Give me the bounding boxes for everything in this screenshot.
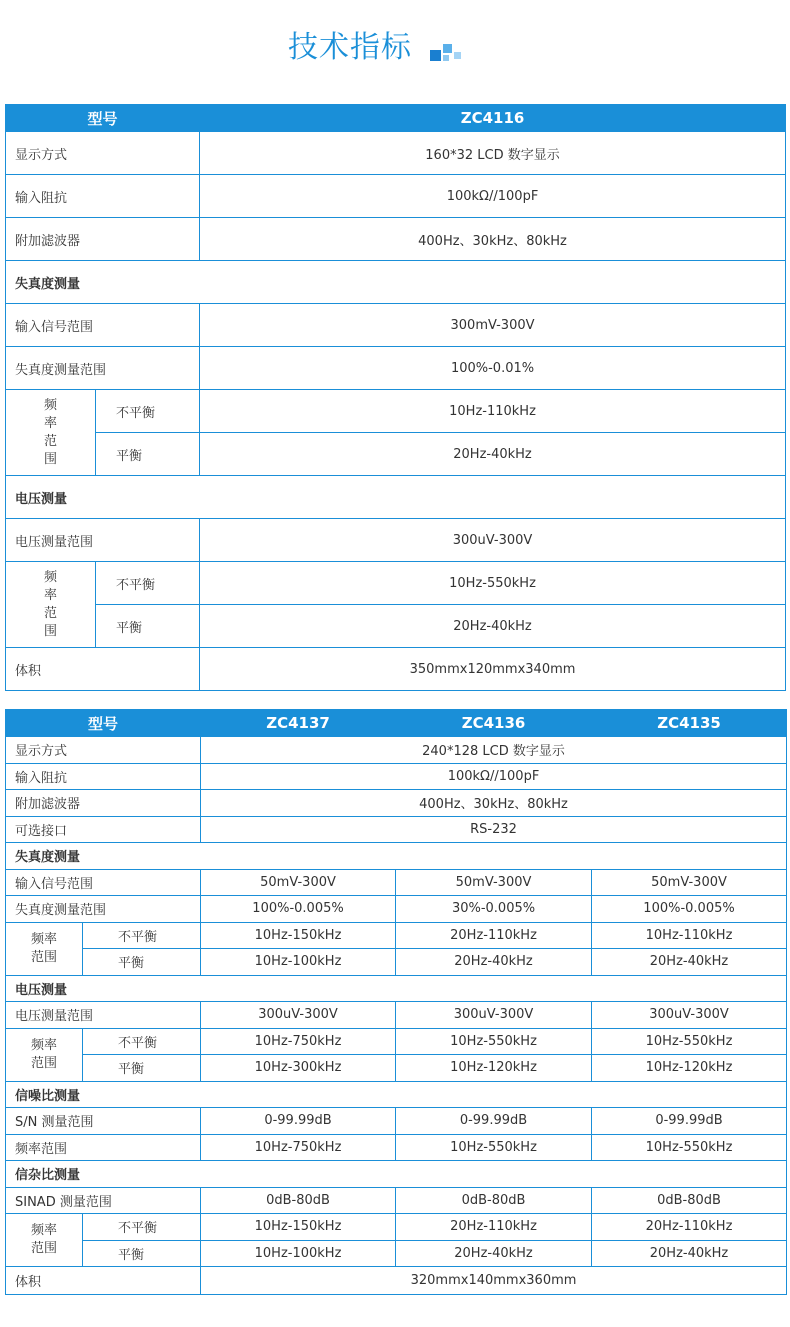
row-value: 10Hz-750kHz — [201, 1134, 396, 1161]
row-label: 电压测量范围 — [6, 519, 200, 562]
row-value: 10Hz-750kHz — [201, 1028, 396, 1055]
row-value: 10Hz-550kHz — [200, 562, 786, 605]
sub-label: 不平衡 — [96, 562, 200, 605]
table-row — [6, 304, 786, 347]
row-value: 10Hz-550kHz — [396, 1028, 592, 1055]
table-row — [6, 562, 786, 605]
section-row — [6, 1161, 787, 1188]
blue-squares-decoration-icon — [430, 44, 470, 68]
spec-table-zc413x — [5, 709, 787, 1295]
row-value: 10Hz-550kHz — [592, 1134, 787, 1161]
table-row — [6, 433, 786, 476]
section-heading: 电压测量 — [6, 476, 786, 519]
row-value: 10Hz-110kHz — [200, 390, 786, 433]
row-label: SINAD 测量范围 — [6, 1187, 201, 1214]
row-label: 失真度测量范围 — [6, 347, 200, 390]
row-label: 输入阻抗 — [6, 763, 201, 790]
model-name: ZC4116 — [200, 105, 786, 132]
row-value: 10Hz-300kHz — [201, 1055, 396, 1082]
row-value: 10Hz-550kHz — [592, 1028, 787, 1055]
row-value: 10Hz-150kHz — [201, 1214, 396, 1241]
row-value: 20Hz-40kHz — [592, 949, 787, 976]
table-row — [6, 869, 787, 896]
row-label: 输入阻抗 — [6, 175, 200, 218]
table-row — [6, 1028, 787, 1055]
section-heading: 失真度测量 — [6, 261, 786, 304]
sub-label: 不平衡 — [83, 1214, 201, 1241]
sub-label: 平衡 — [83, 1240, 201, 1267]
table-row — [6, 790, 787, 817]
freq-range-label: 频率范围 — [6, 1214, 83, 1267]
model-name: ZC4136 — [396, 710, 592, 737]
section-row — [6, 476, 786, 519]
row-value: 300mV-300V — [200, 304, 786, 347]
section-heading: 电压测量 — [6, 975, 787, 1002]
row-value: 50mV-300V — [396, 869, 592, 896]
row-value: 20Hz-40kHz — [396, 1240, 592, 1267]
row-value: 100kΩ//100pF — [200, 175, 786, 218]
row-value: 0dB-80dB — [396, 1187, 592, 1214]
row-label: 附加滤波器 — [6, 790, 201, 817]
freq-range-label: 频率范围 — [6, 562, 96, 648]
row-value: 10Hz-150kHz — [201, 922, 396, 949]
row-value: 20Hz-40kHz — [200, 605, 786, 648]
row-label: 频率范围 — [6, 1134, 201, 1161]
row-value: 0-99.99dB — [396, 1108, 592, 1135]
table-row — [6, 1267, 787, 1295]
table-row — [6, 896, 787, 923]
row-value: 400Hz、30kHz、80kHz — [201, 790, 787, 817]
table-row — [6, 390, 786, 433]
row-value: 350mmx120mmx340mm — [200, 648, 786, 691]
table-row — [6, 605, 786, 648]
row-value: 0-99.99dB — [592, 1108, 787, 1135]
row-value: 10Hz-100kHz — [201, 1240, 396, 1267]
row-label: 输入信号范围 — [6, 304, 200, 347]
section-row — [6, 975, 787, 1002]
row-value: 50mV-300V — [201, 869, 396, 896]
table-row — [6, 1002, 787, 1029]
table-row — [6, 816, 787, 843]
section-heading: 信杂比测量 — [6, 1161, 787, 1188]
row-label: 显示方式 — [6, 737, 201, 764]
row-value: 0dB-80dB — [592, 1187, 787, 1214]
row-value: 160*32 LCD 数字显示 — [200, 132, 786, 175]
section-heading: 失真度测量 — [6, 843, 787, 870]
table-header-row — [6, 105, 786, 132]
row-value: 20Hz-40kHz — [200, 433, 786, 476]
table-row — [6, 519, 786, 562]
row-label: 可选接口 — [6, 816, 201, 843]
row-value: 320mmx140mmx360mm — [201, 1267, 787, 1295]
row-value: 400Hz、30kHz、80kHz — [200, 218, 786, 261]
model-header: 型号 — [6, 710, 201, 737]
section-row — [6, 843, 787, 870]
table-row — [6, 737, 787, 764]
row-label: 失真度测量范围 — [6, 896, 201, 923]
sub-label: 不平衡 — [96, 390, 200, 433]
row-value: 10Hz-550kHz — [396, 1134, 592, 1161]
row-value: 0dB-80dB — [201, 1187, 396, 1214]
sub-label: 不平衡 — [83, 922, 201, 949]
row-label: 体积 — [6, 648, 200, 691]
table-row — [6, 763, 787, 790]
row-value: 100kΩ//100pF — [201, 763, 787, 790]
row-label: 显示方式 — [6, 132, 200, 175]
row-value: 300uV-300V — [396, 1002, 592, 1029]
row-value: 20Hz-110kHz — [592, 1214, 787, 1241]
table-row — [6, 1187, 787, 1214]
row-value: 100%-0.005% — [592, 896, 787, 923]
spec-table-zc4116 — [5, 104, 786, 691]
table-row — [6, 347, 786, 390]
table-row — [6, 175, 786, 218]
section-heading: 信噪比测量 — [6, 1081, 787, 1108]
row-value: RS-232 — [201, 816, 787, 843]
freq-range-label: 频率范围 — [6, 922, 83, 975]
row-value: 10Hz-120kHz — [396, 1055, 592, 1082]
row-value: 240*128 LCD 数字显示 — [201, 737, 787, 764]
row-value: 10Hz-100kHz — [201, 949, 396, 976]
model-name: ZC4135 — [592, 710, 787, 737]
sub-label: 平衡 — [83, 1055, 201, 1082]
table-row — [6, 1108, 787, 1135]
row-value: 300uV-300V — [201, 1002, 396, 1029]
row-value: 30%-0.005% — [396, 896, 592, 923]
freq-range-label: 频率范围 — [6, 390, 96, 476]
row-value: 10Hz-110kHz — [592, 922, 787, 949]
page-title: 技术指标 — [288, 30, 412, 65]
sub-label: 不平衡 — [83, 1028, 201, 1055]
table-row — [6, 1240, 787, 1267]
row-value: 20Hz-110kHz — [396, 922, 592, 949]
section-row — [6, 261, 786, 304]
row-value: 20Hz-40kHz — [396, 949, 592, 976]
table-row — [6, 648, 786, 691]
row-value: 100%-0.01% — [200, 347, 786, 390]
table-row — [6, 132, 786, 175]
table-row — [6, 1214, 787, 1241]
row-value: 50mV-300V — [592, 869, 787, 896]
table-row — [6, 1134, 787, 1161]
table-row — [6, 218, 786, 261]
row-label: 输入信号范围 — [6, 869, 201, 896]
row-label: 体积 — [6, 1267, 201, 1295]
section-row — [6, 1081, 787, 1108]
table-row — [6, 922, 787, 949]
sub-label: 平衡 — [96, 605, 200, 648]
row-value: 300uV-300V — [592, 1002, 787, 1029]
table-row — [6, 949, 787, 976]
row-value: 20Hz-40kHz — [592, 1240, 787, 1267]
sub-label: 平衡 — [96, 433, 200, 476]
row-value: 300uV-300V — [200, 519, 786, 562]
table-header-row — [6, 710, 787, 737]
row-value: 20Hz-110kHz — [396, 1214, 592, 1241]
row-label: 附加滤波器 — [6, 218, 200, 261]
row-value: 0-99.99dB — [201, 1108, 396, 1135]
row-value: 10Hz-120kHz — [592, 1055, 787, 1082]
row-label: S/N 测量范围 — [6, 1108, 201, 1135]
model-name: ZC4137 — [201, 710, 396, 737]
row-label: 电压测量范围 — [6, 1002, 201, 1029]
sub-label: 平衡 — [83, 949, 201, 976]
section-title — [0, 28, 790, 72]
model-header: 型号 — [6, 105, 200, 132]
row-value: 100%-0.005% — [201, 896, 396, 923]
table-row — [6, 1055, 787, 1082]
freq-range-label: 频率范围 — [6, 1028, 83, 1081]
